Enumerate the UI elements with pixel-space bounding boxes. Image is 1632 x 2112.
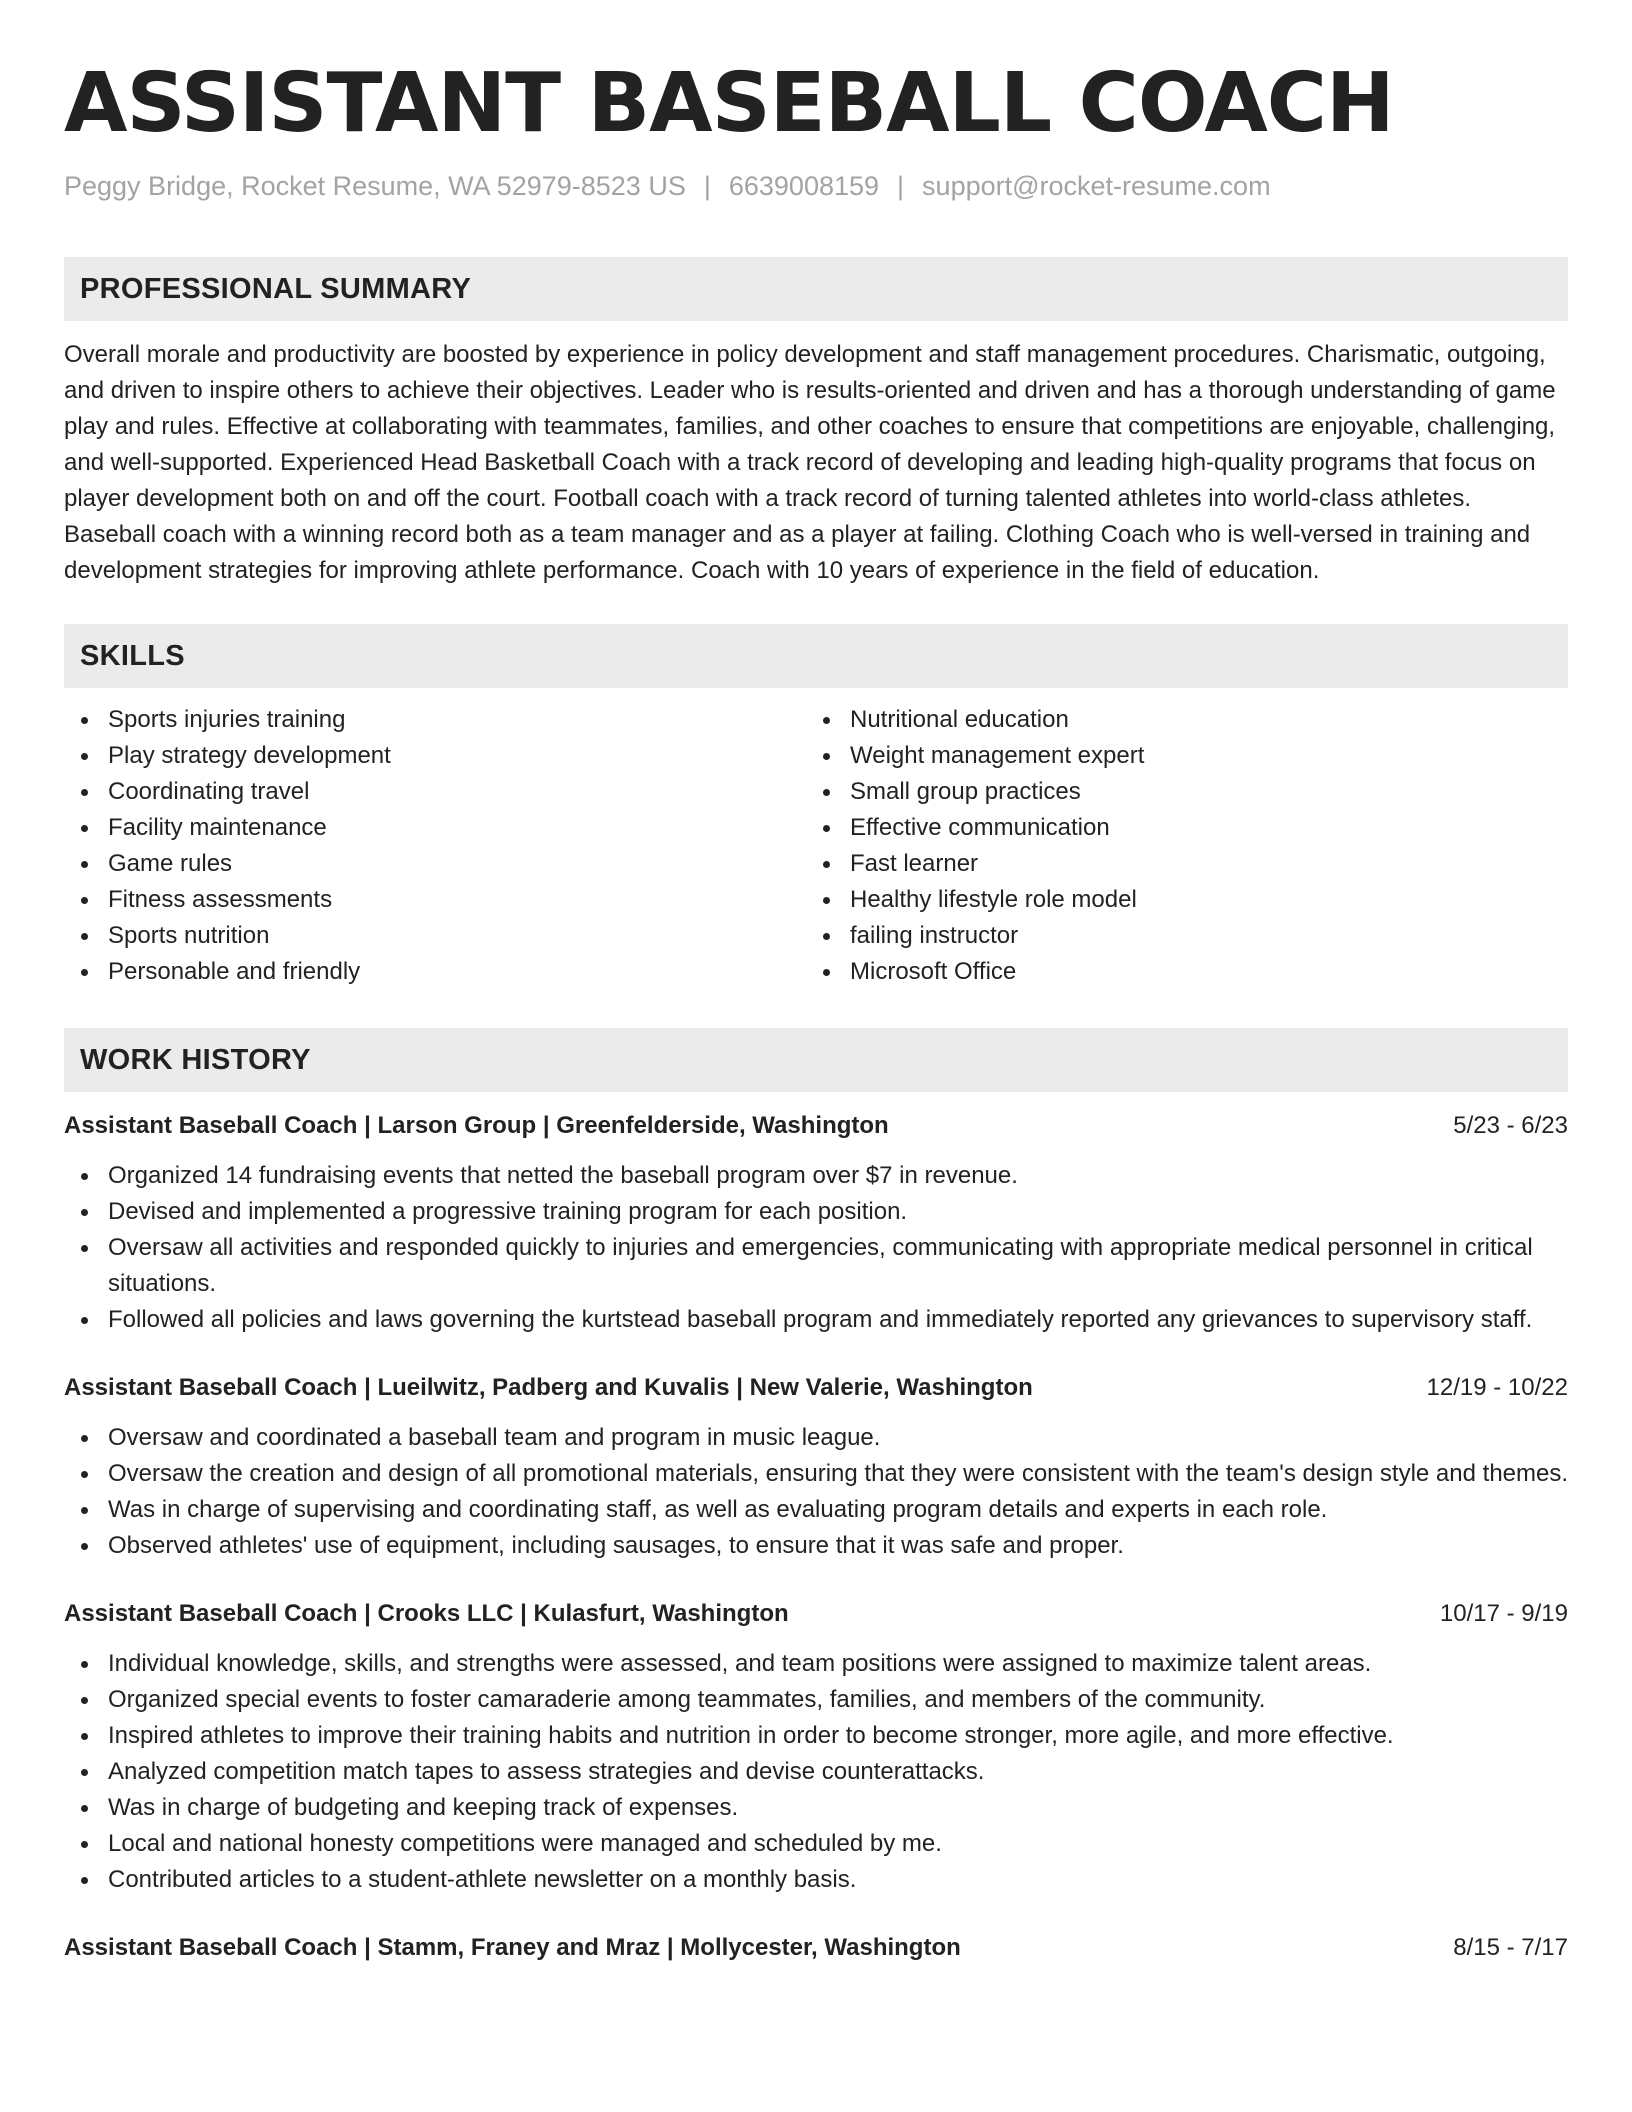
contact-email[interactable]: support@rocket-resume.com [922,171,1271,201]
bullet-icon [81,861,88,868]
contact-address: Peggy Bridge, Rocket Resume, WA 52979-8523 US [64,171,686,201]
skills-column-left [64,702,806,990]
list-item [64,1230,1568,1302]
job-title: Assistant Baseball Coach | Lueilwitz, Padberg and Kuvalis | New Valerie, Washington [64,1374,1033,1401]
job-bullets [64,1420,1568,1564]
list-item [64,1302,1568,1338]
list-item [64,1646,1568,1682]
bullet-icon [81,789,88,796]
job-entry [64,1108,1568,1338]
list-item [64,1754,1568,1790]
job-title: Assistant Baseball Coach | Larson Group | Greenfelderside, Washington [64,1112,889,1139]
list-item-text: Fast learner [850,850,979,877]
skill-item [64,882,806,918]
resume-page [64,56,1568,1980]
bullet-icon [81,1697,88,1704]
list-item [64,1790,1568,1826]
skill-item [806,738,1548,774]
section-heading-skills: SKILLS [64,624,1568,688]
list-item [64,1862,1568,1898]
work-history-list [64,1108,1568,1966]
list-item-text: Healthy lifestyle role model [850,886,1137,913]
resume-title: ASSISTANT BASEBALL COACH [64,56,1394,151]
list-item-text: failing instructor [850,922,1019,949]
section-heading-summary: PROFESSIONAL SUMMARY [64,257,1568,321]
job-header [64,1370,1568,1406]
contact-phone: 6639008159 [728,171,880,201]
skill-item [806,702,1548,738]
skill-item [806,810,1548,846]
contact-separator: | [703,171,711,201]
skill-item [64,810,806,846]
list-item-text: Sports injuries training [108,706,346,733]
list-item [64,1420,1568,1456]
job-dates: 5/23 - 6/23 [1453,1112,1568,1139]
bullet-icon [823,933,830,940]
list-item-text: Microsoft Office [850,958,1017,985]
bullet-icon [81,1173,88,1180]
bullet-icon [81,1245,88,1252]
list-item [64,1194,1568,1230]
list-item [64,1682,1568,1718]
list-item-text: Small group practices [850,778,1081,805]
skill-item [64,738,806,774]
list-item-text: Oversaw the creation and design of all promotional materials, ensuring that they were consistent with the team's design style and themes. [108,1460,1569,1487]
bullet-icon [81,717,88,724]
bullet-icon [81,1317,88,1324]
list-item-text: Devised and implemented a progressive training program for each position. [108,1198,908,1225]
list-item-text: Weight management expert [850,742,1145,769]
list-item-text: Individual knowledge, skills, and strengths were assessed, and team positions were assigned to maximize talent areas. [108,1650,1372,1677]
bullet-icon [81,1841,88,1848]
list-item-text: Organized 14 fundraising events that netted the baseball program over $7 in revenue. [108,1162,1018,1189]
job-header [64,1596,1568,1632]
list-item-text: Game rules [108,850,233,877]
job-title: Assistant Baseball Coach | Stamm, Franey and Mraz | Mollycester, Washington [64,1934,961,1961]
job-title: Assistant Baseball Coach | Crooks LLC | Kulasfurt, Washington [64,1600,789,1627]
list-item [64,1492,1568,1528]
bullet-icon [81,1507,88,1514]
list-item-text: Facility maintenance [108,814,327,841]
list-item-text: Local and national honesty competitions were managed and scheduled by me. [108,1830,942,1857]
job-dates: 10/17 - 9/19 [1439,1600,1568,1627]
bullet-icon [81,1805,88,1812]
skill-item [64,954,806,990]
skill-item [64,918,806,954]
bullet-icon [81,933,88,940]
bullet-icon [81,1471,88,1478]
job-dates: 12/19 - 10/22 [1426,1374,1568,1401]
list-item [64,1158,1568,1194]
list-item [64,1718,1568,1754]
list-item-text: Observed athletes' use of equipment, including sausages, to ensure that it was safe and proper. [108,1532,1124,1559]
job-header [64,1108,1568,1144]
list-item-text: Inspired athletes to improve their training habits and nutrition in order to become stronger, more agile, and more effective. [108,1722,1394,1749]
bullet-icon [81,1877,88,1884]
bullet-icon [823,753,830,760]
job-dates: 8/15 - 7/17 [1453,1934,1568,1961]
list-item [64,1456,1568,1492]
list-item-text: Play strategy development [108,742,391,769]
section-heading-work-history: WORK HISTORY [64,1028,1568,1092]
list-item-text: Fitness assessments [108,886,333,913]
bullet-icon [81,1769,88,1776]
list-item-text: Was in charge of supervising and coordinating staff, as well as evaluating program details and experts in each role. [108,1496,1328,1523]
bullet-icon [823,825,830,832]
skill-item [64,846,806,882]
bullet-icon [81,969,88,976]
job-bullets [64,1646,1568,1898]
bullet-icon [81,1209,88,1216]
skill-item [806,882,1548,918]
list-item-text: Analyzed competition match tapes to assess strategies and devise counterattacks. [108,1758,985,1785]
bullet-icon [81,897,88,904]
list-item-text: Sports nutrition [108,922,270,949]
list-item-text: Contributed articles to a student-athlete newsletter on a monthly basis. [108,1866,857,1893]
skills-grid [64,702,1568,990]
list-item-text: Oversaw and coordinated a baseball team and program in music league. [108,1424,881,1451]
list-item-text: Personable and friendly [108,958,361,985]
bullet-icon [823,969,830,976]
list-item-text: Effective communication [850,814,1110,841]
contact-separator: | [897,171,905,201]
skill-item [64,774,806,810]
bullet-icon [81,1435,88,1442]
job-header [64,1930,1568,1966]
list-item-text: Organized special events to foster camaraderie among teammates, families, and members of the community. [108,1686,1266,1713]
skill-item [64,702,806,738]
bullet-icon [81,1543,88,1550]
skill-item [806,846,1548,882]
skills-column-right [806,702,1548,990]
list-item-text: Was in charge of budgeting and keeping track of expenses. [108,1794,739,1821]
job-bullets [64,1158,1568,1338]
bullet-icon [81,1733,88,1740]
list-item [64,1826,1568,1862]
bullet-icon [81,753,88,760]
bullet-icon [823,789,830,796]
job-entry [64,1596,1568,1898]
job-entry [64,1930,1568,1966]
bullet-icon [823,861,830,868]
job-entry [64,1370,1568,1564]
list-item-text: Coordinating travel [108,778,310,805]
bullet-icon [81,825,88,832]
bullet-icon [81,1661,88,1668]
summary-text: Overall morale and productivity are boosted by experience in policy development and staff management procedures. Charismatic, outgoing, and driven to inspire others to achieve their objectives. Leader who is results-oriented and driven and has a thorough understanding of game play and rules. Effective at collaborating with teammates, families, and other coaches to ensure that competitions are enjoyable, challenging, and well-supported. Experienced Head Basketball Coach with a track record of developing and leading high-quality programs that focus on player development both on and off the court. Football coach with a track record of turning talented athletes into world-class athletes. Baseball coach with a winning record both as a team manager and as a player at failing. Clothing Coach who is well-versed in training and development strategies for improving athlete performance. Coach with 10 years of experience in the field of education. [64,341,1556,584]
skill-item [806,774,1548,810]
list-item-text: Oversaw all activities and responded quickly to injuries and emergencies, communicating with appropriate medical personnel in critical situations. [108,1234,1533,1297]
bullet-icon [823,717,830,724]
skill-item [806,954,1548,990]
contact-line [64,168,1568,204]
list-item-text: Nutritional education [850,706,1069,733]
list-item-text: Followed all policies and laws governing the kurtstead baseball program and immediately reported any grievances to supervisory staff. [108,1306,1533,1333]
list-item [64,1528,1568,1564]
bullet-icon [823,897,830,904]
skill-item [806,918,1548,954]
